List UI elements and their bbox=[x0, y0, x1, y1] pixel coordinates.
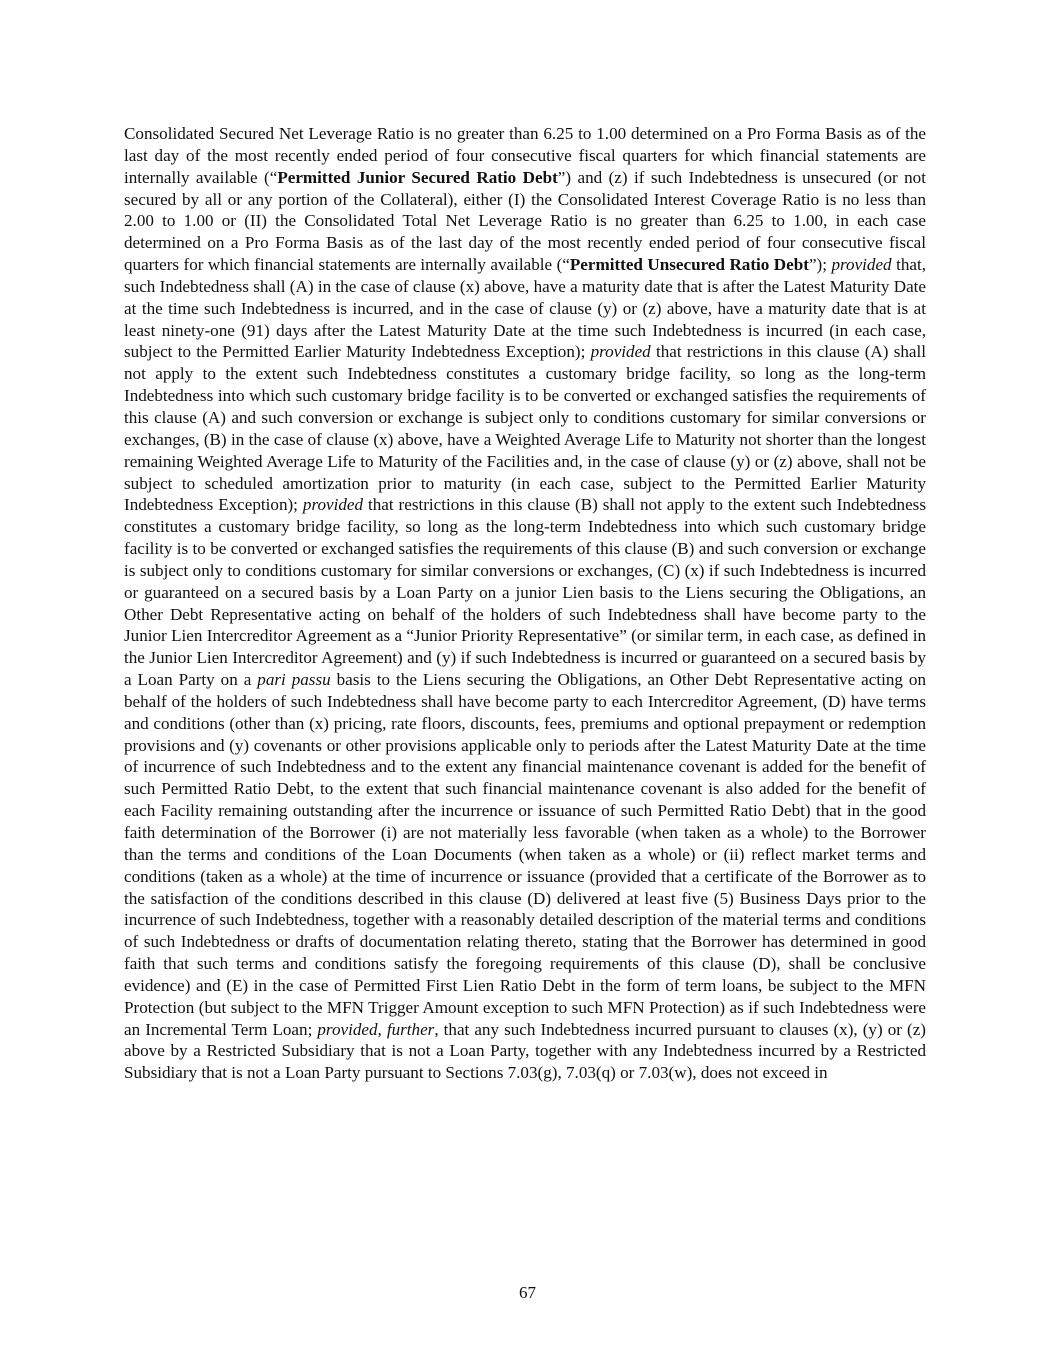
text-segment: , that any such Indebtedness incurred pursuant to clauses (x), (y) or (z) above by a Restricted Subsidiary that is not a Loan Party, together with any Indebtedness incurred by a Restricted Subsidiary that is not a Loan Party pursuant to Sections 7.03(g), 7.03(q) or 7.03(w), does not exceed in bbox=[124, 1019, 927, 1083]
text-segment: ”); bbox=[808, 255, 832, 275]
defined-term-permitted-unsecured-ratio-debt: Permitted Unsecured Ratio Debt bbox=[569, 255, 809, 275]
italic-provided: provided bbox=[590, 342, 651, 362]
text-segment: that, such Indebtedness shall (A) in the case of clause (x) above, have a maturity date that is after the Latest Maturity Date at the time such Indebtedness is incurred, and in the case of clause (y) or (z) above, have a maturity date that is at least ninety-one (91) days after the Latest Maturity Date at the time such Indebtedness is incurred (in each case, subject to the Permitted Earlier Maturity Indebtedness Exception); bbox=[124, 255, 926, 362]
text-segment: that restrictions in this clause (B) shall not apply to the extent such Indebtedness constitutes a customary bridge facility, so long as the long-term Indebtedness into which such customary bridge facility is to be converted or exchanged satisfies the requirements of this clause (B) and such conversion or exchange is subject only to conditions customary for similar conversions or exchanges, (C) (x) if such Indebtedness is incurred or guaranteed on a secured basis by a Loan Party on a junior Lien basis to the Liens securing the Obligations, an Other Debt Representative acting on behalf of the holders of such Indebtedness shall have become party to the Junior Lien Intercreditor Agreement as a “Junior Priority Representative” (or similar term, in each case, as defined in the Junior Lien Intercreditor Agreement) and (y) if such Indebtedness is incurred or guaranteed on a secured basis by a Loan Party on a bbox=[124, 495, 926, 690]
body-paragraph bbox=[124, 123, 926, 1084]
text-segment: Consolidated Secured Net Leverage Ratio is no greater than 6.25 to 1.00 determined on a Pro Forma Basis as of the last day of the most recently ended period of four consecutive fiscal quarters for which financial statements are internally available (“ bbox=[124, 124, 926, 187]
text-segment: ”) and (z) if such Indebtedness is unsecured (or not secured by all or any portion of the Collateral), either (I) the Consolidated Interest Coverage Ratio is no less than 2.00 to 1.00 or (II) the Consolidated Total Net Leverage Ratio is no greater than 6.25 to 1.00, in each case determined on a Pro Forma Basis as of the last day of the most recently ended period of four consecutive fiscal quarters for which financial statements are internally available (“ bbox=[124, 167, 926, 275]
italic-pari-passu: pari passu bbox=[257, 670, 331, 690]
italic-provided-further: provided, further bbox=[317, 1019, 435, 1039]
defined-term-permitted-junior-secured-ratio-debt: Permitted Junior Secured Ratio Debt bbox=[277, 167, 558, 187]
italic-provided: provided bbox=[302, 495, 364, 515]
text-segment: that restrictions in this clause (A) shall not apply to the extent such Indebtedness constitutes a customary bridge facility, so long as the long-term Indebtedness into which such customary bridge facility is to be converted or exchanged satisfies the requirements of this clause (A) and such conversion or exchange is subject only to conditions customary for similar conversions or exchanges, (B) in the case of clause (x) above, have a Weighted Average Life to Maturity not shorter than the longest remaining Weighted Average Life to Maturity of the Facilities and, in the case of clause (y) or (z) above, shall not be subject to scheduled amortization prior to maturity (in each case, subject to the Permitted Earlier Maturity Indebtedness Exception); bbox=[124, 342, 926, 515]
text-segment: basis to the Liens securing the Obligations, an Other Debt Representative acting on behalf of the holders of such Indebtedness shall have become party to each Intercreditor Agreement, (D) have terms and conditions (other than (x) pricing, rate floors, discounts, fees, premiums and optional prepayment or redemption provisions and (y) covenants or other provisions applicable only to periods after the Latest Maturity Date at the time of incurrence of such Indebtedness and to the extent any financial maintenance covenant is added for the benefit of such Permitted Ratio Debt, to the extent that such financial maintenance covenant is also added for the benefit of each Facility remaining outstanding after the incurrence or issuance of such Permitted Ratio Debt) that in the good faith determination of the Borrower (i) are not materially less favorable (when taken as a whole) to the Borrower than the terms and conditions of the Loan Documents (when taken as a whole) or (ii) reflect market terms and conditions (taken as a whole) at the time of incurrence or issuance (provided that a certificate of the Borrower as to the satisfaction of the conditions described in this clause (D) delivered at least five (5) Business Days prior to the incurrence of such Indebtedness, together with a reasonably detailed description of the material terms and conditions of such Indebtedness or drafts of documentation relating thereto, stating that the Borrower has determined in good faith that such terms and conditions satisfy the foregoing requirements of this clause (D), shall be conclusive evidence) and (E) in the case of Permitted First Lien Ratio Debt in the form of term loans, be subject to the MFN Protection (but subject to the MFN Trigger Amount exception to such MFN Protection) as if such Indebtedness were an Incremental Term Loan; bbox=[124, 670, 926, 1039]
page-number: 67 bbox=[519, 1283, 536, 1302]
italic-provided: provided bbox=[831, 255, 892, 275]
